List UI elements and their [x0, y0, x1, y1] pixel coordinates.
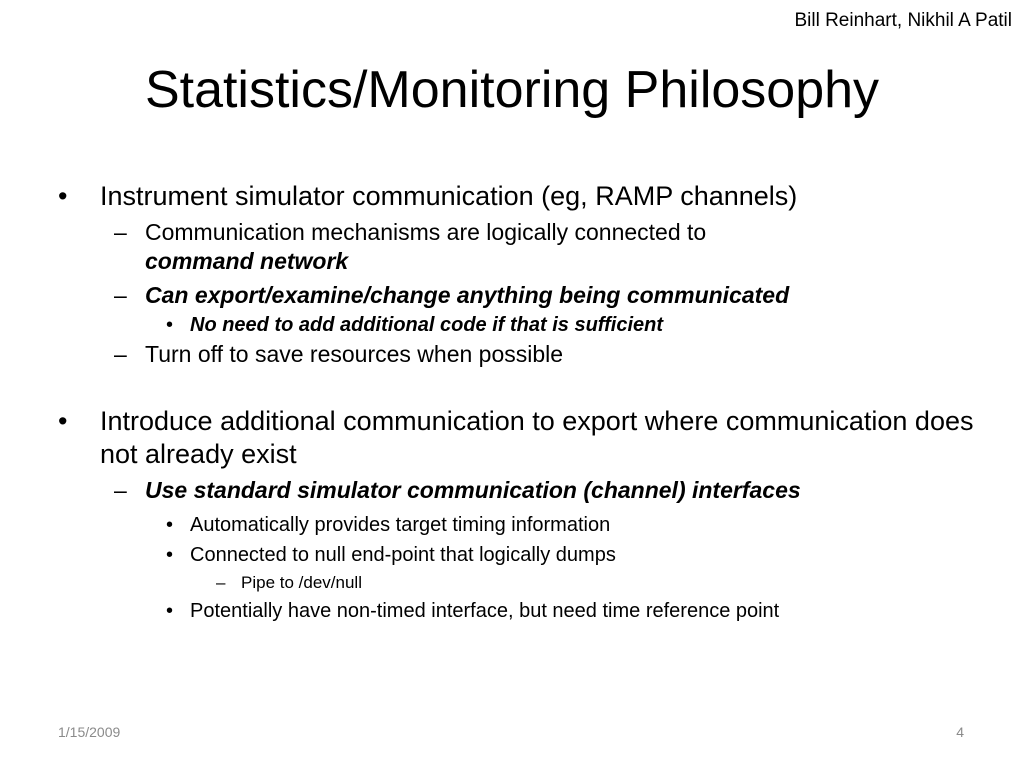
bullet-level2: [58, 281, 988, 310]
bullet-dot-icon: •: [58, 181, 68, 211]
bullet-level2: [58, 218, 988, 276]
dash-icon: –: [216, 573, 226, 592]
bullet-level3: [58, 510, 988, 540]
bullet-dot-icon: •: [166, 314, 174, 336]
bullet-text: Introduce additional communication to export where communication does not already exist: [100, 406, 974, 469]
slide-authors: Bill Reinhart, Nikhil A Patil: [794, 10, 1012, 31]
slide-page-number: 4: [956, 724, 964, 740]
slide-date: 1/15/2009: [58, 724, 121, 740]
bullet-level1: [58, 180, 988, 213]
bullet-text: Communication mechanisms are logically connected to: [145, 219, 707, 245]
dash-icon: –: [114, 282, 127, 308]
bullet-level2: [58, 340, 988, 369]
bullet-text: Potentially have non-timed interface, but need time reference point: [190, 600, 780, 622]
bullet-level3: [58, 310, 988, 340]
bullet-level3: [58, 596, 988, 626]
bullet-text: Can export/examine/change anything being communicated: [145, 282, 790, 308]
bullet-text: No need to add additional code if that is sufficient: [190, 314, 663, 336]
bullet-level1: [58, 405, 988, 471]
slide-content: [58, 180, 988, 626]
bullet-text: Use standard simulator communication (channel) interfaces: [145, 477, 801, 503]
bullet-text: Pipe to /dev/null: [241, 573, 362, 592]
bullet-level2: [58, 476, 988, 505]
bullet-text: Instrument simulator communication (eg, RAMP channels): [100, 181, 798, 211]
bullet-dot-icon: •: [166, 514, 174, 536]
dash-icon: –: [114, 477, 127, 503]
slide-title: Statistics/Monitoring Philosophy: [144, 61, 880, 119]
dash-icon: –: [114, 219, 127, 245]
bullet-level3: [58, 540, 988, 570]
bullet-level4: [58, 570, 988, 596]
bullet-text: Automatically provides target timing information: [190, 514, 611, 536]
bullet-dot-icon: •: [166, 544, 174, 566]
bullet-text: Turn off to save resources when possible: [145, 341, 564, 367]
bullet-dot-icon: •: [166, 600, 174, 622]
bullet-emphasis: command network: [145, 248, 349, 274]
bullet-text: Connected to null end-point that logically dumps: [190, 544, 616, 566]
dash-icon: –: [114, 341, 127, 367]
bullet-dot-icon: •: [58, 406, 68, 436]
